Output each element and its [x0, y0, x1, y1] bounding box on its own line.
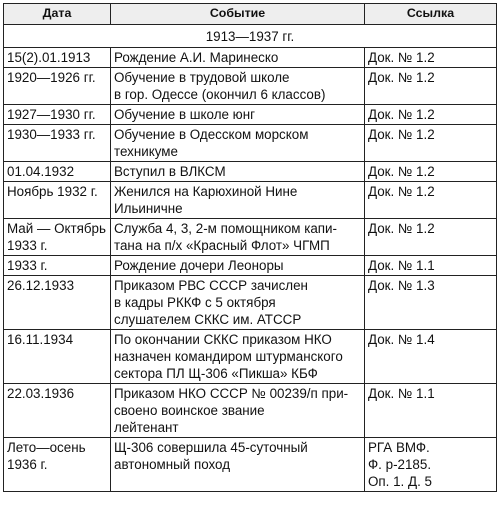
- reference-cell: [365, 384, 497, 438]
- event-cell-line: Рождение дочери Леоноры: [114, 258, 284, 273]
- reference-cell: [365, 438, 497, 492]
- date-cell: [4, 384, 111, 438]
- event-cell-line: Обучение в трудовой школе: [114, 70, 290, 85]
- event-cell-line: назначен командиром штурманского: [114, 349, 343, 364]
- reference-cell-line: Ф. р-2185.: [368, 457, 432, 472]
- reference-cell: [365, 48, 497, 68]
- table-row: [4, 48, 497, 68]
- reference-cell-line: Док. № 1.1: [368, 258, 435, 273]
- table-row: [4, 276, 497, 330]
- chronology-table: [3, 3, 497, 492]
- date-cell-line: Май — Октябрь: [7, 221, 106, 236]
- reference-cell-line: Док. № 1.2: [368, 107, 435, 122]
- event-cell: [111, 105, 365, 125]
- reference-cell-line: Док. № 1.3: [368, 278, 435, 293]
- header-reference: Ссылка: [365, 4, 497, 25]
- reference-cell-line: Док. № 1.2: [368, 221, 435, 236]
- event-cell-line: тана на п/х «Красный Флот» ЧГМП: [114, 238, 330, 253]
- date-cell: [4, 219, 111, 256]
- event-cell-line: Вступил в ВЛКСМ: [114, 164, 226, 179]
- event-cell-line: автономный поход: [114, 457, 231, 472]
- date-cell: [4, 125, 111, 162]
- header-event: Событие: [111, 4, 365, 25]
- reference-cell: [365, 256, 497, 276]
- header-date: Дата: [4, 4, 111, 25]
- event-cell: [111, 384, 365, 438]
- event-cell: [111, 68, 365, 105]
- reference-cell: [365, 219, 497, 256]
- table-row: [4, 438, 497, 492]
- event-cell-line: слушателем СККС им. АТССР: [114, 312, 302, 327]
- period-row: [4, 25, 497, 48]
- date-cell-line: 1936 г.: [7, 457, 48, 472]
- date-cell: [4, 68, 111, 105]
- table-row: [4, 182, 497, 219]
- date-cell: [4, 162, 111, 182]
- date-cell-line: 1920—1926 гг.: [7, 70, 96, 85]
- reference-cell-line: Док. № 1.2: [368, 70, 435, 85]
- reference-cell: [365, 68, 497, 105]
- date-cell: [4, 182, 111, 219]
- event-cell-line: По окончании СККС приказом НКО: [114, 332, 332, 347]
- reference-cell: [365, 182, 497, 219]
- date-cell-line: 1933 г.: [7, 258, 48, 273]
- event-cell-line: Приказом НКО СССР № 00239/п при-: [114, 386, 349, 401]
- date-cell-line: 1927—1930 гг.: [7, 107, 96, 122]
- event-cell: [111, 438, 365, 492]
- event-cell: [111, 125, 365, 162]
- event-cell: [111, 48, 365, 68]
- reference-cell-line: Оп. 1. Д. 5: [368, 474, 432, 489]
- table-row: [4, 219, 497, 256]
- reference-cell-line: РГА ВМФ.: [368, 440, 430, 455]
- event-cell-line: в кадры РККФ с 5 октября: [114, 295, 276, 310]
- date-cell-line: 22.03.1936: [7, 386, 75, 401]
- event-cell: [111, 219, 365, 256]
- reference-cell-line: Док. № 1.4: [368, 332, 435, 347]
- reference-cell-line: Док. № 1.2: [368, 184, 435, 199]
- date-cell-line: 26.12.1933: [7, 278, 75, 293]
- table-row: [4, 68, 497, 105]
- table-row: [4, 384, 497, 438]
- date-cell: [4, 438, 111, 492]
- date-cell-line: Лето—осень: [7, 440, 86, 455]
- date-cell-line: 1930—1933 гг.: [7, 127, 96, 142]
- event-cell-line: техникуме: [114, 144, 178, 159]
- event-cell-line: сектора ПЛ Щ-306 «Пикша» КБФ: [114, 366, 318, 381]
- event-cell-line: Щ-306 совершила 45-суточный: [114, 440, 308, 455]
- event-cell-line: Рождение А.И. Маринеско: [114, 50, 279, 65]
- event-cell-line: Служба 4, 3, 2-м помощником капи-: [114, 221, 337, 236]
- event-cell-line: в гор. Одессе (окончил 6 классов): [114, 87, 326, 102]
- header-row: [4, 4, 497, 25]
- period-label: 1913—1937 гг.: [4, 25, 497, 48]
- event-cell-line: Приказом РВС СССР зачислен: [114, 278, 308, 293]
- date-cell: [4, 276, 111, 330]
- event-cell-line: лейтенант: [114, 420, 179, 435]
- date-cell: [4, 105, 111, 125]
- event-cell: [111, 330, 365, 384]
- date-cell: [4, 330, 111, 384]
- event-cell: [111, 276, 365, 330]
- table-row: [4, 256, 497, 276]
- reference-cell: [365, 125, 497, 162]
- reference-cell-line: Док. № 1.2: [368, 164, 435, 179]
- date-cell-line: Ноябрь 1932 г.: [7, 184, 98, 199]
- reference-cell: [365, 330, 497, 384]
- reference-cell-line: Док. № 1.1: [368, 386, 435, 401]
- table-row: [4, 105, 497, 125]
- event-cell-line: Ильиничне: [114, 201, 183, 216]
- date-cell-line: 16.11.1934: [7, 332, 74, 347]
- date-cell-line: 01.04.1932: [7, 164, 75, 179]
- event-cell: [111, 256, 365, 276]
- event-cell-line: Женился на Карюхиной Нине: [114, 184, 298, 199]
- date-cell: [4, 48, 111, 68]
- reference-cell: [365, 105, 497, 125]
- date-cell-line: 15(2).01.1913: [7, 50, 91, 65]
- reference-cell-line: Док. № 1.2: [368, 127, 435, 142]
- reference-cell-line: Док. № 1.2: [368, 50, 435, 65]
- event-cell: [111, 162, 365, 182]
- event-cell-line: своено воинское звание: [114, 403, 265, 418]
- reference-cell: [365, 162, 497, 182]
- event-cell-line: Обучение в Одесском морском: [114, 127, 309, 142]
- event-cell: [111, 182, 365, 219]
- event-cell-line: Обучение в школе юнг: [114, 107, 255, 122]
- table-row: [4, 125, 497, 162]
- date-cell-line: 1933 г.: [7, 238, 48, 253]
- date-cell: [4, 256, 111, 276]
- reference-cell: [365, 276, 497, 330]
- table-row: [4, 330, 497, 384]
- table-row: [4, 162, 497, 182]
